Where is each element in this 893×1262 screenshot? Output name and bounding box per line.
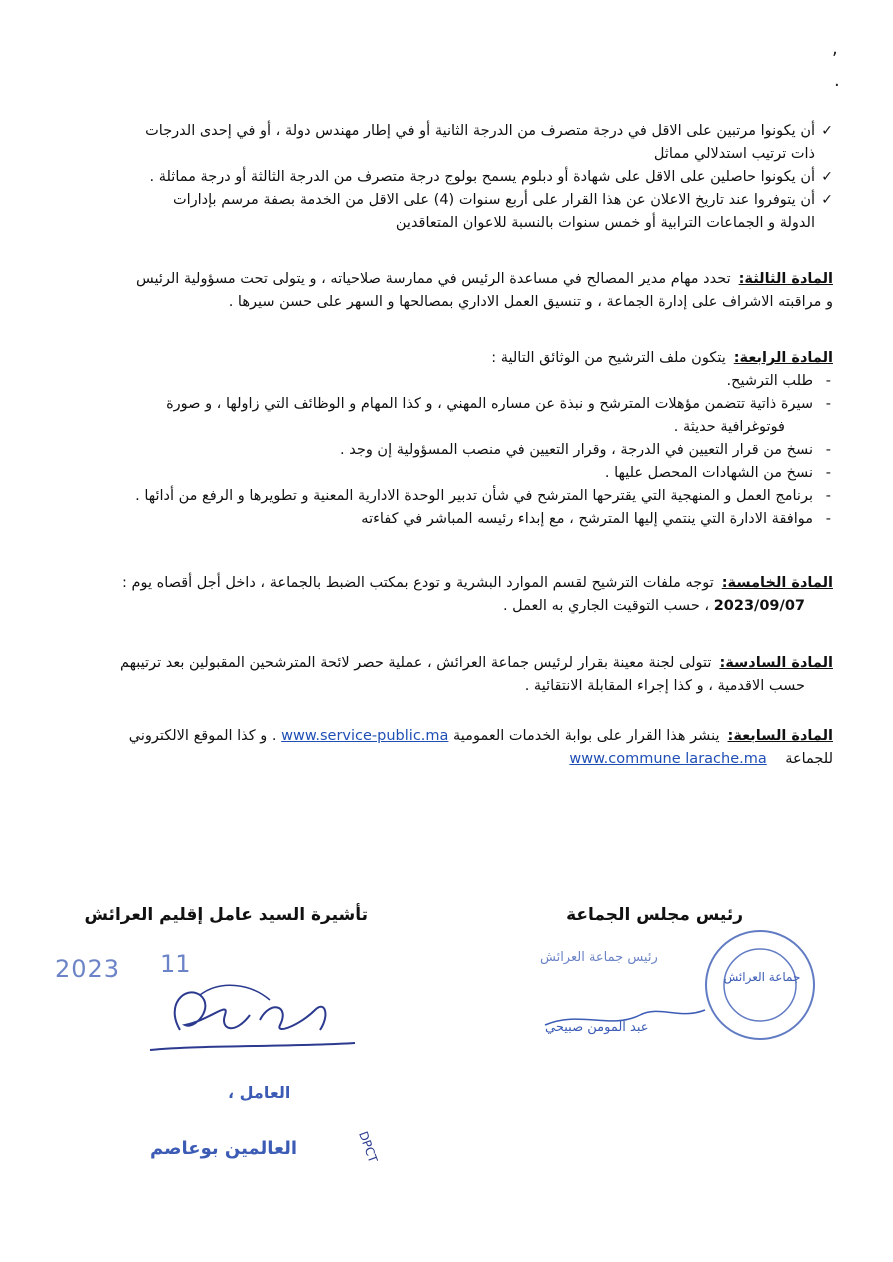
margin-mark: , — [832, 38, 838, 59]
checkmark-icon: ✓ — [821, 169, 833, 185]
president-name: عبد المومن صبيحي — [545, 1020, 649, 1035]
article-title: المادة السابعة: — [727, 728, 833, 744]
president-signature-title: رئيس مجلس الجماعة — [566, 905, 743, 925]
article-6: المادة السادسة:تتولى لجنة معينة بقرار لرئيس جماعة العرائش ، عملية حصر لائحة المترشحين المقبولين بعد ترتيبهم حسب الاقدمية ، و كذا إجراء المقابلة الانتقائية . — [119, 655, 833, 694]
stamp-date-day: 11 — [160, 950, 191, 978]
article-5: المادة الخامسة:توجه ملفات الترشيح لقسم الموارد البشرية و تودع بمكتب الضبط بالجماعة ، داخل أجل أقصاه يوم : 2023/09/07 ، حسب التوقيت الجاري به العمل . — [122, 575, 833, 614]
eligibility-list — [40, 120, 833, 235]
governor-signature-title: تأشيرة السيد عامل إقليم العرائش — [84, 905, 368, 925]
governor-role: العامل ، — [228, 1083, 291, 1102]
governor-signature-icon — [140, 975, 360, 1065]
list-item: - نسخ من الشهادات المحصل عليها . — [604, 465, 831, 481]
checkmark-icon: ✓ — [821, 192, 833, 208]
deadline-date: 2023/09/07 — [713, 598, 805, 614]
service-public-link[interactable]: www.service-public.ma — [281, 728, 449, 744]
article-4: المادة الرابعة:يتكون ملف الترشيح من الوثائق التالية : - طلب الترشيح. - سيرة ذاتية تتضمن مؤهلات المترشح و نبذة عن مساره المهني ، و كذا المهام و الوظائف التي زاولها ، و صورة فوتوغرافية حديثة . - نسخ من قرار التعيين في الدرجة ، وقرار التعيين في منصب المسؤولية إن وجد . - نسخ من الشهادات المحصل عليها . - برنامج العمل و المنهجية التي يقترحها المترشح في شأن تدبير الوحدة الادارية المعنية و تطويرها و الرفع من أدائها . - موافقة الادارة التي ينتمي إليها المترشح ، مع إبداء رئيسه المباشر في كفاءته — [40, 347, 833, 531]
commune-website-link[interactable]: www.commune larache.ma — [569, 751, 767, 767]
article-7: المادة السابعة:ينشر هذا القرار على بوابة الخدمات العمومية www.service-public.ma . و كذا الموقع الالكتروني للجماعة www.commune larache.ma — [128, 728, 833, 767]
seal-text: جماعة العرائش — [723, 970, 801, 984]
president-signature-text: رئيس جماعة العرائش — [540, 950, 658, 965]
article-title: المادة الخامسة: — [721, 575, 833, 591]
list-item: - برنامج العمل و المنهجية التي يقترحها المترشح في شأن تدبير الوحدة الادارية المعنية و تطويرها و الرفع من أدائها . — [135, 488, 831, 504]
list-item: - سيرة ذاتية تتضمن مؤهلات المترشح و نبذة عن مساره المهني ، و كذا المهام و الوظائف التي زاولها ، و صورة فوتوغرافية حديثة . — [166, 396, 831, 435]
stamp-date-year: 2023 — [55, 955, 121, 983]
list-item: - طلب الترشيح. — [726, 373, 831, 389]
seal-icon — [700, 925, 820, 1045]
eligibility-item: ✓ أن يتوفروا عند تاريخ الاعلان عن هذا القرار على أربع سنوات (4) على الاقل من الخدمة بصفة مرسم بإدارات الدولة و الجماعات الترابية أو خمس سنوات بالنسبة للاعوان المتعاقدين — [40, 189, 833, 235]
checkmark-icon: ✓ — [821, 123, 833, 139]
article-title: المادة الرابعة: — [733, 350, 833, 366]
article-title: المادة الثالثة: — [738, 271, 833, 287]
margin-mark: . — [834, 70, 840, 91]
article-3: المادة الثالثة:تحدد مهام مدير المصالح في مساعدة الرئيس في ممارسة صلاحياته ، و يتولى تحت مسؤولية الرئيس و مراقبته الاشراف على إدارة الجماعة ، و تنسيق العمل الاداري بمصالحها و السهر على حسن سيرها . — [135, 271, 833, 310]
article-title: المادة السادسة: — [719, 655, 833, 671]
governor-name: العالمين بوعاصم — [150, 1138, 298, 1159]
eligibility-item: ✓ أن يكونوا حاصلين على الاقل على شهادة أو دبلوم يسمح بولوج درجة متصرف من الدرجة الثالثة أو درجة مماثلة . — [40, 166, 833, 189]
list-item: - موافقة الادارة التي ينتمي إليها المترشح ، مع إبداء رئيسه المباشر في كفاءته — [361, 511, 831, 527]
list-item: - نسخ من قرار التعيين في الدرجة ، وقرار التعيين في منصب المسؤولية إن وجد . — [340, 442, 831, 458]
eligibility-item: ✓ أن يكونوا مرتبين على الاقل في درجة متصرف من الدرجة الثانية أو في إطار مهندس دولة ، أو في إحدى الدرجات ذات ترتيب استدلالي مماثل — [40, 120, 833, 166]
dpct-mark: DPCT — [356, 1129, 381, 1165]
